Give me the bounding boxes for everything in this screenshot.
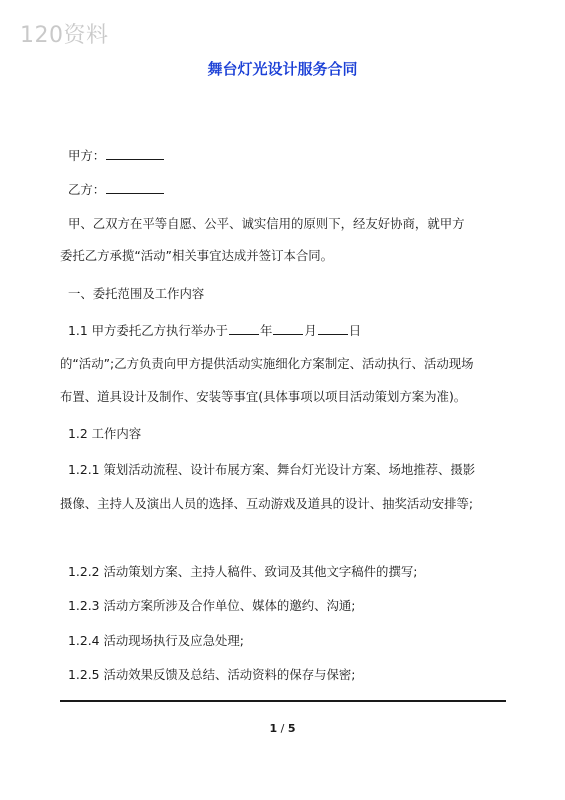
party-a-line bbox=[68, 145, 518, 166]
item-1-2-3: 1.2.3 活动方案所涉及合作单位、媒体的邀约、沟通; bbox=[68, 598, 356, 613]
day-label: 日 bbox=[348, 323, 362, 338]
section-1-heading: 一、委托范围及工作内容 bbox=[68, 286, 205, 301]
clause-1-2-heading: 1.2 工作内容 bbox=[68, 426, 142, 441]
party-a-blank bbox=[106, 145, 164, 160]
page-separator: / bbox=[277, 722, 288, 735]
item-1-2-1-line-2: 摄像、主持人及演出人员的选择、互动游戏及道具的设计、抽奖活动安排等; bbox=[60, 496, 474, 511]
page-number bbox=[0, 722, 565, 735]
intro-line-1: 甲、乙双方在平等自愿、公平、诚实信用的原则下，经友好协商，就甲方 bbox=[68, 216, 465, 231]
clause-1-1-prefix: 1.1 甲方委托乙方执行举办于 bbox=[68, 323, 228, 338]
item-1-2-4: 1.2.4 活动现场执行及应急处理; bbox=[68, 633, 244, 648]
item-1-2-5: 1.2.5 活动效果反馈及总结、活动资料的保存与保密; bbox=[68, 667, 356, 682]
party-b-blank bbox=[106, 179, 164, 194]
clause-1-1-text-1: 的“活动”;乙方负责向甲方提供活动实施细化方案制定、活动执行、活动现场 bbox=[60, 356, 474, 371]
item-1-2-2: 1.2.2 活动策划方案、主持人稿件、致词及其他文字稿件的撰写; bbox=[68, 564, 418, 579]
document-title: 舞台灯光设计服务合同 bbox=[207, 60, 358, 78]
clause-1-1-text-2: 布置、道具设计及制作、安装等事宜(具体事项以项目活动策划方案为准)。 bbox=[60, 389, 467, 404]
watermark: 120资料 bbox=[20, 23, 109, 48]
year-label: 年 bbox=[259, 323, 273, 338]
intro-line-2: 委托乙方承揽“活动”相关事宜达成并签订本合同。 bbox=[60, 248, 334, 263]
clause-1-1-line bbox=[68, 320, 518, 341]
month-blank bbox=[273, 320, 303, 335]
day-blank bbox=[318, 320, 348, 335]
month-label: 月 bbox=[304, 323, 317, 338]
footer-rule bbox=[60, 700, 506, 702]
party-b-label: 乙方： bbox=[68, 182, 106, 197]
page-current: 1 bbox=[269, 722, 278, 735]
year-blank bbox=[229, 320, 259, 335]
item-1-2-1-line-1: 1.2.1 策划活动流程、设计布展方案、舞台灯光设计方案、场地推荐、摄影 bbox=[68, 462, 476, 477]
party-b-line bbox=[68, 179, 518, 200]
page-total: 5 bbox=[287, 722, 296, 735]
party-a-label: 甲方： bbox=[68, 148, 106, 163]
